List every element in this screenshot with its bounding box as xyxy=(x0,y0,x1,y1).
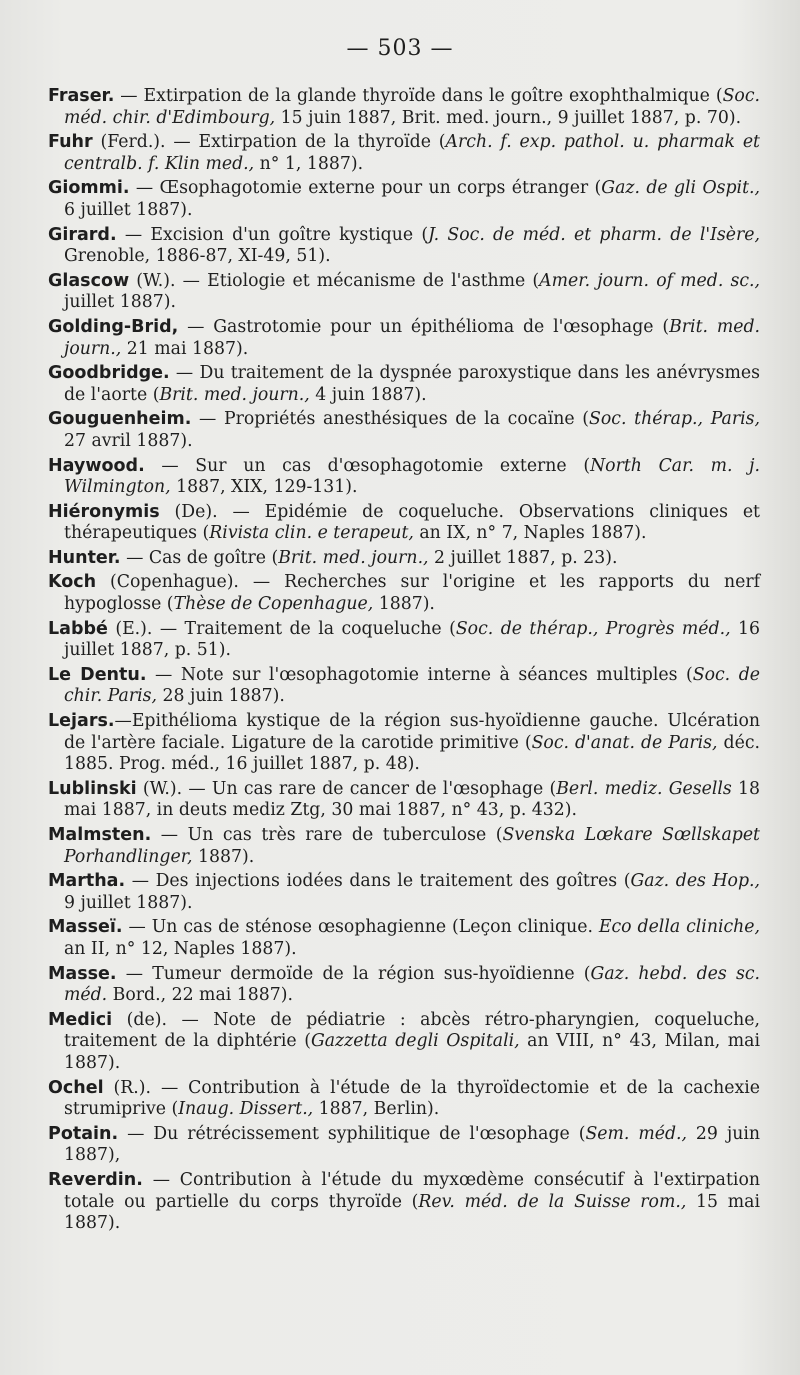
entry-reference: J. Soc. de méd. et pharm. de l'Isère, xyxy=(428,224,760,245)
entry-tail: Bord., 22 mai 1887). xyxy=(107,985,293,1006)
entry-text: —Epithélioma kystique de la région sus-hyoïdienne gauche. Ulcération de l'artère faciale. Ligature de la carotide primitive ( xyxy=(64,711,760,753)
bibliography-entry xyxy=(48,317,760,360)
entry-reference: Gaz. de gli Ospit., xyxy=(601,178,760,199)
bibliography-entry xyxy=(48,86,760,129)
entry-tail: 9 juillet 1887). xyxy=(64,892,193,913)
entry-reference: Arch. f. exp. pathol. u. pharmak et centralb. f. Klin med., xyxy=(64,132,760,174)
bibliography-list xyxy=(48,86,760,1238)
entry-text: — Contribution à l'étude du myxœdème consécutif à l'extirpation totale ou partielle du corps thyroïde ( xyxy=(64,1169,760,1212)
entry-author: Hunter. xyxy=(48,547,121,568)
entry-author: Reverdin. xyxy=(48,1169,143,1190)
entry-author: Malmsten. xyxy=(48,825,152,845)
entry-tail: an VIII, n° 43, Milan, mai 1887). xyxy=(64,1031,760,1073)
entry-author: Labbé xyxy=(48,618,108,639)
entry-author: Ochel xyxy=(48,1077,104,1098)
entry-tail: 28 juin 1887). xyxy=(157,686,285,707)
entry-text: — Tumeur dermoïde de la région sus-hyoïdienne ( xyxy=(116,963,591,984)
entry-text: — Un cas très rare de tuberculose ( xyxy=(151,825,503,845)
entry-text: (R.). — Contribution à l'étude de la thyroïdectomie et de la cachexie strumiprive ( xyxy=(64,1077,760,1120)
entry-author: Le Dentu. xyxy=(48,664,147,685)
entry-tail: juillet 1887). xyxy=(64,292,176,313)
bibliography-entry xyxy=(48,502,760,545)
entry-reference: Soc. méd. chir. d'Edimbourg, xyxy=(64,86,760,128)
entry-tail: 2 juillet 1887, p. 23). xyxy=(428,547,618,568)
entry-reference: Soc. d'anat. de Paris, xyxy=(531,732,718,753)
entry-reference: Eco della cliniche, xyxy=(598,917,761,938)
bibliography-entry xyxy=(48,665,760,708)
entry-author: Gouguenheim. xyxy=(48,409,192,430)
bibliography-entry xyxy=(48,1010,760,1075)
bibliography-entry xyxy=(48,271,760,314)
entry-author: Lublinski xyxy=(48,778,137,799)
page-number: — 503 — xyxy=(346,36,454,61)
entry-tail: 1887, XIX, 129-131). xyxy=(170,477,358,498)
entry-text: — Note sur l'œsophagotomie interne à séances multiples ( xyxy=(146,664,693,685)
entry-author: Goodbridge. xyxy=(48,363,170,384)
entry-text: — Cas de goître ( xyxy=(120,547,279,568)
bibliography-entry xyxy=(48,132,760,175)
entry-reference: Thèse de Copenhague, xyxy=(173,594,374,615)
bibliography-entry xyxy=(48,572,760,615)
entry-reference: Brit. med. journ., xyxy=(278,547,429,568)
entry-tail: 15 juin 1887, Brit. med. journ., 9 juillet 1887, p. 70). xyxy=(275,107,742,128)
entry-tail: 4 juin 1887). xyxy=(309,384,427,405)
entry-author: Fraser. xyxy=(48,86,115,106)
entry-author: Giommi. xyxy=(48,178,130,199)
entry-tail: 1887). xyxy=(192,846,255,867)
entry-tail: 21 mai 1887). xyxy=(121,338,249,359)
entry-text: — Propriétés anesthésiques de la cocaïne ( xyxy=(191,409,590,430)
entry-text: (De). — Epidémie de coqueluche. Observations cliniques et thérapeutiques ( xyxy=(64,501,760,544)
entry-text: — Du traitement de la dyspnée paroxystique dans les anévrysmes de l'aorte ( xyxy=(64,363,760,405)
bibliography-entry xyxy=(48,1170,760,1235)
entry-tail: n° 1, 1887). xyxy=(254,153,364,174)
entry-reference: Svenska Lœkare Sœllskapet Porhandlinger, xyxy=(64,825,760,867)
entry-author: Hiéronymis xyxy=(48,501,160,522)
entry-reference: Gazzetta degli Ospitali, xyxy=(310,1031,520,1052)
entry-text: — Extirpation de la glande thyroïde dans le goître exophthalmique ( xyxy=(114,86,723,106)
bibliography-entry xyxy=(48,456,760,499)
entry-text: (W.). — Etiologie et mécanisme de l'asthme ( xyxy=(129,270,540,291)
bibliography-entry xyxy=(48,917,760,960)
bibliography-entry xyxy=(48,779,760,822)
entry-text: — Des injections iodées dans le traitement des goîtres ( xyxy=(125,871,631,892)
entry-author: Glascow xyxy=(48,270,130,291)
entry-tail: déc. 1885. Prog. méd., 16 juillet 1887, p. 48). xyxy=(64,732,760,775)
bibliography-entry xyxy=(48,409,760,452)
entry-reference: Soc. thérap., Paris, xyxy=(589,409,761,430)
entry-reference: Soc. de chir. Paris, xyxy=(64,664,760,707)
bibliography-entry xyxy=(48,1124,760,1167)
bibliography-entry xyxy=(48,619,760,662)
entry-author: Fuhr xyxy=(48,132,93,153)
entry-reference: Rivista clin. e terapeut, xyxy=(209,523,414,544)
entry-author: Martha. xyxy=(48,871,126,892)
entry-text: (Copenhague). — Recherches sur l'origine et les rapports du nerf hypoglosse ( xyxy=(64,572,760,615)
entry-author: Lejars. xyxy=(48,711,115,732)
entry-tail: an II, n° 12, Naples 1887). xyxy=(64,938,297,959)
entry-tail: 16 juillet 1887, p. 51). xyxy=(64,618,761,661)
entry-author: Haywood. xyxy=(48,455,145,476)
bibliography-entry xyxy=(48,225,760,268)
entry-reference: Brit. med. journ., xyxy=(64,316,760,359)
entry-tail: 1887). xyxy=(373,594,435,615)
entry-reference: Brit. med. journ., xyxy=(159,384,310,405)
entry-text: — Du rétrécissement syphilitique de l'œsophage ( xyxy=(118,1123,586,1144)
entry-reference: Sem. méd., xyxy=(585,1123,687,1144)
entry-author: Girard. xyxy=(48,224,117,245)
entry-reference: Amer. journ. of med. sc., xyxy=(539,270,761,291)
bibliography-entry xyxy=(48,711,760,776)
entry-author: Potain. xyxy=(48,1123,119,1144)
entry-text: — Gastrotomie pour un épithélioma de l'œsophage ( xyxy=(178,316,670,337)
entry-author: Golding-Brid, xyxy=(48,316,179,337)
bibliography-entry xyxy=(48,825,760,868)
entry-reference: Gaz. hebd. des sc. méd. xyxy=(64,963,760,1006)
entry-text: (E.). — Traitement de la coqueluche ( xyxy=(107,618,456,639)
entry-reference: Soc. de thérap., Progrès méd., xyxy=(455,618,731,639)
entry-reference: Inaug. Dissert., xyxy=(178,1099,314,1120)
entry-text: — Un cas de sténose œsophagienne (Leçon clinique. xyxy=(122,917,599,938)
entry-text: (Ferd.). — Extirpation de la thyroïde ( xyxy=(92,132,446,153)
entry-tail: 6 juillet 1887). xyxy=(64,199,193,220)
entry-author: Medici xyxy=(48,1009,113,1030)
entry-reference: Gaz. des Hop., xyxy=(630,871,761,892)
entry-tail: 27 avril 1887). xyxy=(64,430,193,451)
entry-author: Masse. xyxy=(48,963,117,984)
entry-tail: 18 mai 1887, in deuts mediz Ztg, 30 mai 1887, n° 43, p. 432). xyxy=(64,778,760,821)
entry-author: Koch xyxy=(48,572,97,593)
entry-tail: 29 juin 1887), xyxy=(64,1123,760,1166)
entry-tail: 1887, Berlin). xyxy=(313,1099,440,1120)
entry-reference: Berl. mediz. Gesells xyxy=(556,778,732,799)
entry-author: Masseï. xyxy=(48,917,123,938)
entry-reference: North Car. m. j. Wilmington, xyxy=(64,455,761,498)
entry-text: — Œsophagotomie externe pour un corps étranger ( xyxy=(129,178,602,199)
bibliography-entry xyxy=(48,1078,760,1121)
bibliography-entry xyxy=(48,964,760,1007)
entry-text: (W.). — Un cas rare de cancer de l'œsophage ( xyxy=(136,778,557,799)
bibliography-entry xyxy=(48,363,760,406)
entry-text: (de). — Note de pédiatrie : abcès rétro-pharyngien, coqueluche, traitement de la diphtérie ( xyxy=(64,1009,760,1052)
bibliography-entry xyxy=(48,871,760,914)
bibliography-entry xyxy=(48,178,760,221)
entry-text: — Excision d'un goître kystique ( xyxy=(116,224,429,245)
entry-text: — Sur un cas d'œsophagotomie externe ( xyxy=(144,455,591,476)
entry-reference: Rev. méd. de la Suisse rom., xyxy=(418,1191,687,1212)
entry-tail: an IX, n° 7, Naples 1887). xyxy=(413,523,647,544)
bibliography-entry xyxy=(48,548,760,570)
entry-tail: 15 mai 1887). xyxy=(64,1191,760,1234)
entry-tail: Grenoble, 1886-87, XI-49, 51). xyxy=(64,246,331,267)
